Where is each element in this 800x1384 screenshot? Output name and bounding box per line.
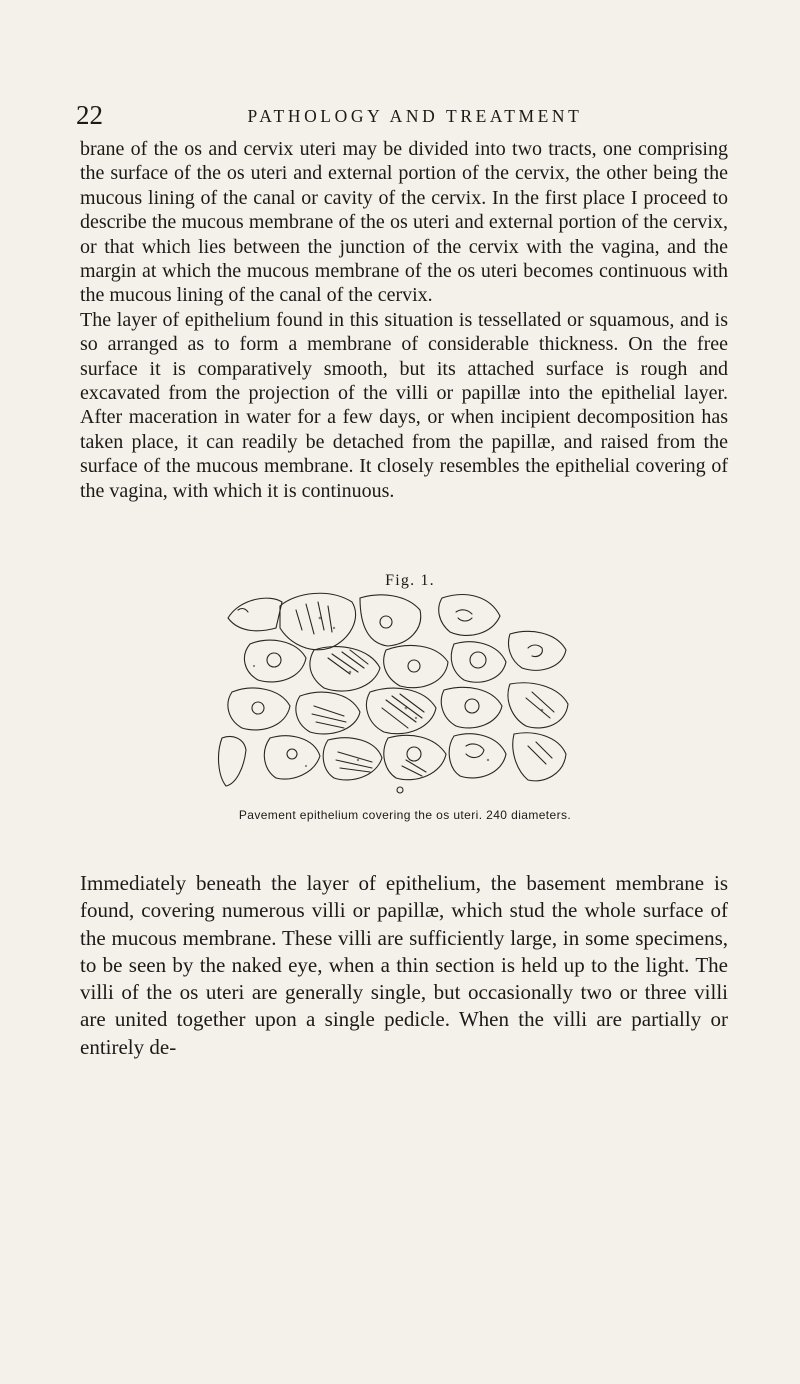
text-block-bottom [80, 870, 728, 1061]
paragraph-continued: brane of the os and cervix uteri may be divided into two tracts, one comprising the surface of the os uteri and external portion of the cervix, the other being the mucous lining of the canal or cavity of the cervix. In the first place I proceed to describe the mucous membrane of the os uteri and external portion of the cervix, or that which lies between the junction of the cervix with the vagina, and the margin at which the mucous membrane of the os uteri becomes continuous with the mucous lining of the canal of the cervix. [80, 138, 728, 307]
paragraph-basement-membrane: Immediately beneath the layer of epithelium, the basement membrane is found, covering numerous villi or papillæ, which stud the whole surface of the mucous membrane. These villi are sufficiently large, in some specimens, to be seen by the naked eye, when a thin section is held up to the light. The villi of the os uteri are generally single, but occasionally two or three villi are united together upon a single pedicle. When the villi are partially or entirely de- [80, 871, 728, 1059]
paragraph-epithelium: The layer of epithelium found in this situation is tessellated or squamous, and is so arranged as to form a membrane of considerable thickness. On the free surface it is comparatively smooth, but its attached surface is rough and excavated from the projection of the villi or papillæ into the epithelial layer. After maceration in water for a few days, or when incipient decomposition has taken place, it can readily be detached from the papillæ, and raised from the surface of the mucous membrane. It closely resembles the epithelial covering of the vagina, with which it is continuous. [80, 308, 728, 502]
epithelium-drawing [210, 588, 590, 796]
page-header [76, 100, 724, 130]
page-number: 22 [76, 100, 103, 130]
text-block-top [80, 137, 728, 503]
figure-label: Fig. 1. [385, 572, 435, 589]
running-head: PATHOLOGY AND TREATMENT [247, 106, 583, 126]
epithelium-illustration [210, 588, 590, 796]
figure-caption: Pavement epithelium covering the os uteri. 240 diameters. [238, 808, 572, 822]
